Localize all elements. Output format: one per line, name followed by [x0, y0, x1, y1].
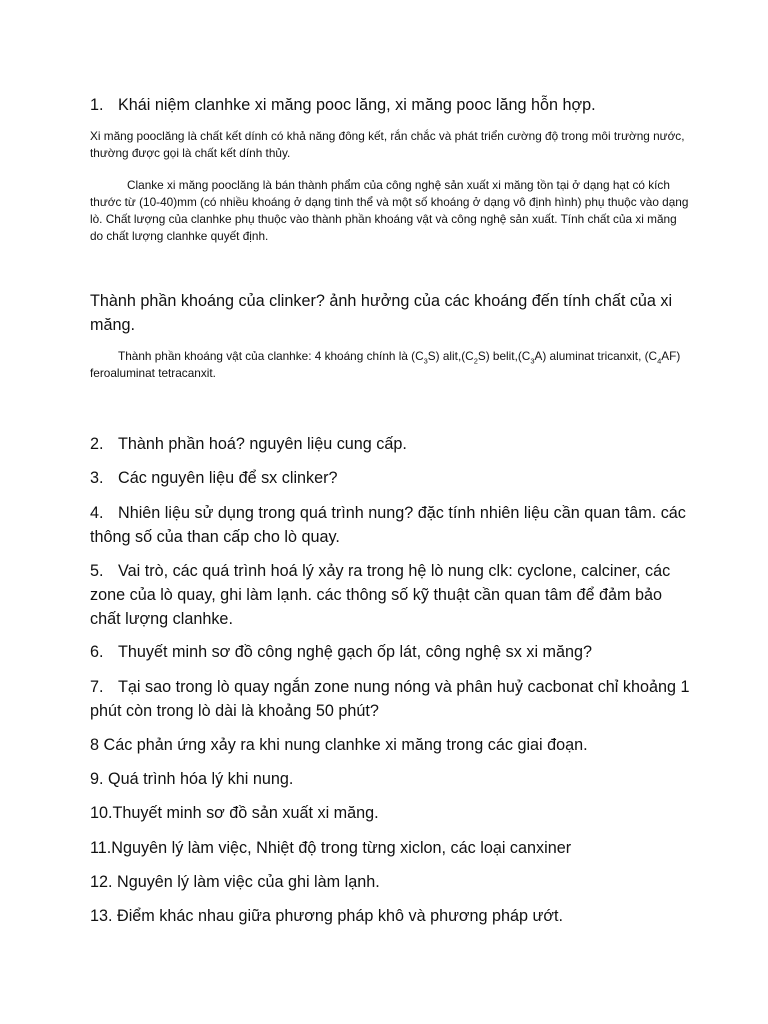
question-7 — [90, 675, 690, 723]
text-run: Thành phần khoáng vật của clanhke: 4 khoáng chính là (C — [118, 349, 424, 363]
question-2 — [90, 432, 690, 456]
text-run: S) belit,(C — [477, 349, 531, 363]
question-number: 2. — [90, 435, 104, 453]
paragraph-definition-cement: Xi măng pooclăng là chất kết dính có khả năng đông kết, rắn chắc và phát triển cường độ trong môi trường nước, thường được gọi là chất kết dính thủy. — [90, 129, 685, 160]
question-1 — [90, 93, 690, 117]
heading-clinker-minerals: Thành phần khoáng của clinker? ảnh hưởng của các khoáng đến tính chất của xi măng. — [90, 292, 673, 334]
question-text: Thành phần hoá? nguyên liệu cung cấp. — [118, 435, 407, 453]
question-number: 7. — [90, 678, 104, 696]
question-9: 9. Quá trình hóa lý khi nung. — [90, 770, 294, 788]
paragraph-clinker-minerals — [90, 348, 690, 382]
subscript: 3 — [423, 356, 428, 366]
question-number: 5. — [90, 562, 104, 580]
question-text: Nhiên liệu sử dụng trong quá trình nung? đặc tính nhiên liệu cần quan tâm. các thông số của than cấp cho lò quay. — [90, 504, 686, 546]
text-run: AF) feroaluminat tetracanxit. — [90, 349, 681, 380]
question-10: 10.Thuyết minh sơ đồ sản xuất xi măng. — [90, 804, 379, 822]
question-4 — [90, 501, 690, 549]
question-6 — [90, 640, 690, 664]
question-5 — [90, 559, 690, 631]
text-run: S) alit,(C — [427, 349, 474, 363]
question-text: Khái niệm clanhke xi măng pooc lăng, xi măng pooc lăng hỗn hợp. — [118, 96, 596, 114]
question-12: 12. Nguyên lý làm việc của ghi làm lạnh. — [90, 873, 380, 891]
question-number: 4. — [90, 504, 104, 522]
question-text: Thuyết minh sơ đồ công nghệ gạch ốp lát, công nghệ sx xi măng? — [118, 643, 593, 661]
question-text: Các nguyên liệu để sx clinker? — [118, 469, 338, 487]
subscript: 3 — [530, 356, 535, 366]
question-number: 1. — [90, 96, 104, 114]
paragraph-definition-clinker: Clanke xi măng pooclăng là bán thành phẩm của công nghệ sản xuất xi măng tồn tại ở dạng hạt có kích thước từ (10-40)mm (có nhiều khoáng ở dạng tinh thể và một số khoáng ở dạng vô định hình) phụ thuộc vào dạng lò. Chất lượng của clanhke phụ thuộc vào thành phần khoáng vật và công nghệ sản xuất. Tính chất của xi măng do chất lượng clanhke quyết định. — [90, 178, 689, 243]
question-13: 13. Điểm khác nhau giữa phương pháp khô và phương pháp ướt. — [90, 907, 563, 925]
question-8: 8 Các phản ứng xảy ra khi nung clanhke xi măng trong các giai đoạn. — [90, 736, 588, 754]
question-11: 11.Nguyên lý làm việc, Nhiệt độ trong từng xiclon, các loại canxiner — [90, 839, 572, 857]
subscript: 4 — [657, 356, 662, 366]
question-text: Tại sao trong lò quay ngắn zone nung nóng và phân huỷ cacbonat chỉ khoảng 1 phút còn trong lò dài là khoảng 50 phút? — [90, 678, 690, 720]
question-number: 3. — [90, 469, 104, 487]
document-page — [90, 0, 690, 1024]
question-text: Vai trò, các quá trình hoá lý xảy ra trong hệ lò nung clk: cyclone, calciner, các zone của lò quay, ghi làm lạnh. các thông số kỹ thuật cần quan tâm để đảm bảo chất lượng clanhke. — [90, 562, 671, 628]
subscript: 2 — [473, 356, 478, 366]
question-3 — [90, 466, 690, 490]
question-number: 6. — [90, 643, 104, 661]
text-run: A) aluminat tricanxit, (C — [534, 349, 658, 363]
